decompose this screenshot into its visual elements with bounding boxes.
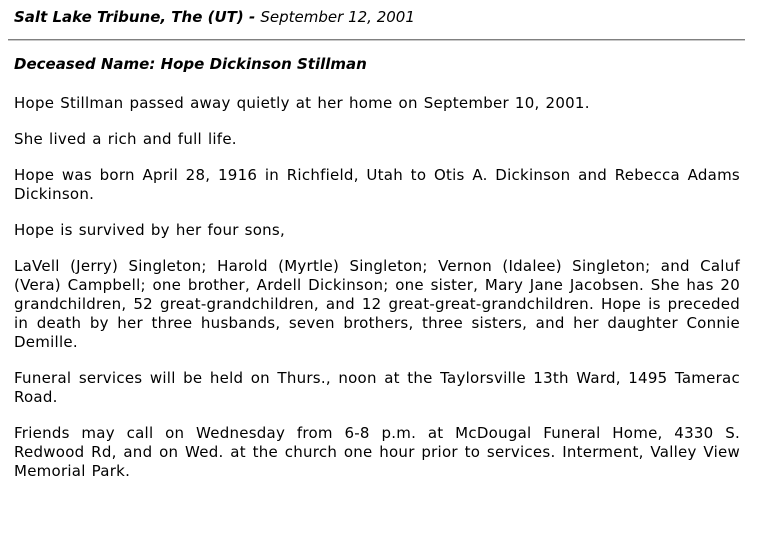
paragraph-survived: Hope is survived by her four sons, [14,221,285,239]
paragraph-birth: Hope was born April 28, 1916 in Richfield, Utah to Otis A. Dickinson and Rebecca Adams Dickinson. [14,166,740,203]
paragraph-funeral: Funeral services will be held on Thurs., noon at the Taylorsville 13th Ward, 1495 Tamerac Road. [14,369,740,406]
paragraph-viewing: Friends may call on Wednesday from 6-8 p.m. at McDougal Funeral Home, 4330 S. Redwood Rd, and on Wed. at the church one hour prior to services. Interment, Valley View Memorial Park. [14,424,740,480]
source-header [14,8,415,26]
header-divider [8,39,745,41]
header-separator: - [243,8,261,26]
paragraph-family: LaVell (Jerry) Singleton; Harold (Myrtle) Singleton; Vernon (Idalee) Singleton; and Caluf (Vera) Campbell; one brother, Ardell Dickinson; one sister, Mary Jane Jacobsen. She has 20 grandchildren, 52 great-grandchildren, and 12 great-great-grandchildren. Hope is preceded in death by her three husbands, seven brothers, three sisters, and her daughter Connie Demille. [14,257,740,351]
paragraph-passing: Hope Stillman passed away quietly at her home on September 10, 2001. [14,94,590,112]
publication-name: Salt Lake Tribune, The (UT) [14,8,244,26]
deceased-name: Deceased Name: Hope Dickinson Stillman [14,55,367,73]
publication-date: September 12, 2001 [260,8,415,26]
paragraph-life: She lived a rich and full life. [14,130,237,148]
obituary-body [14,94,740,498]
